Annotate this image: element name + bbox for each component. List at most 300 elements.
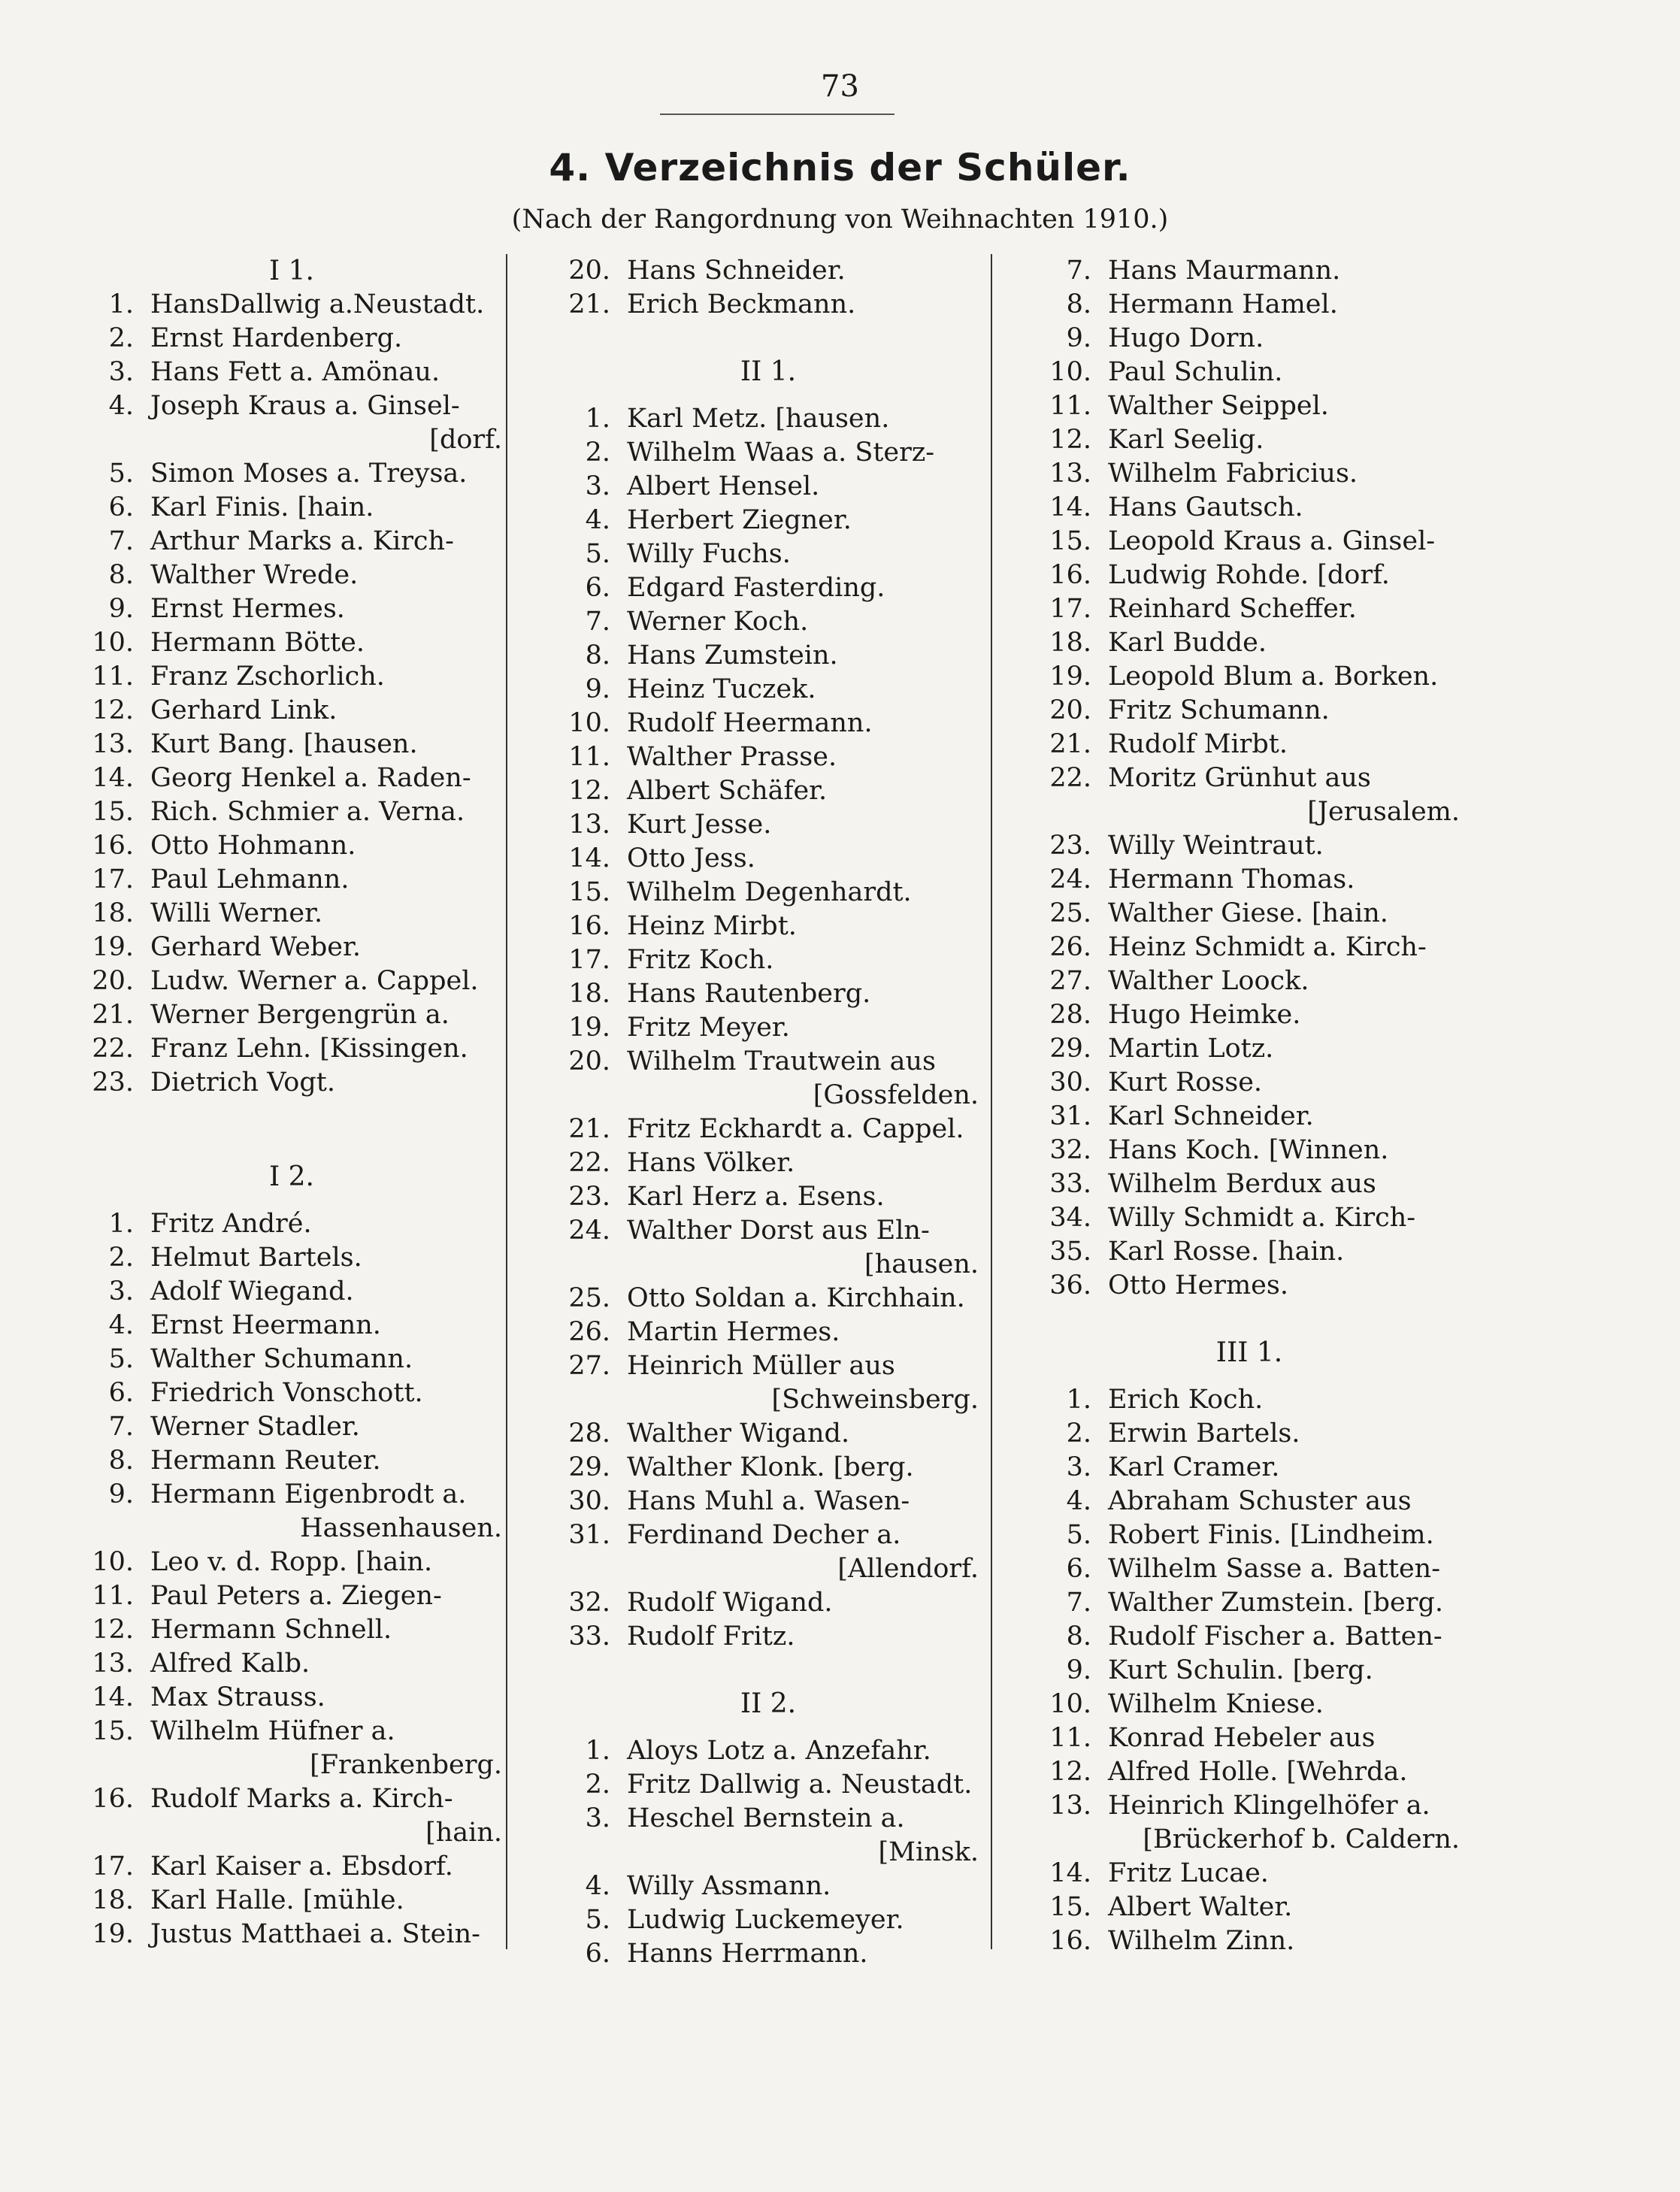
student-entry <box>66 694 517 728</box>
entry-name: Walther Klonk. [berg. <box>627 1452 914 1482</box>
entry-number: 14. <box>568 843 610 873</box>
entry-number <box>66 1512 150 1546</box>
student-entry <box>66 1343 517 1376</box>
entry-name: Simon Moses a. Treysa. <box>150 459 468 489</box>
student-entry <box>1024 1032 1475 1066</box>
student-entry <box>66 1241 517 1275</box>
student-entry <box>1024 423 1475 457</box>
entry-name: Rich. Schmier a. Verna. <box>150 797 465 827</box>
student-entry <box>1024 1857 1475 1891</box>
entry-number <box>66 1748 150 1782</box>
entry-name: Walther Seippel. <box>1108 391 1329 421</box>
entry-number: 9. <box>1066 1655 1091 1685</box>
class-section <box>66 1160 517 1951</box>
entry-name: Hans Rautenberg. <box>627 979 871 1009</box>
entry-number: 17. <box>1049 594 1091 624</box>
entry-name: Walther Dorst aus Eln- <box>627 1216 930 1246</box>
student-entry <box>66 931 517 964</box>
entry-name: Aloys Lotz a. Anzefahr. <box>627 1736 931 1766</box>
class-section <box>66 254 517 1100</box>
entry-number: 7. <box>1066 256 1091 286</box>
entry-name: Wilhelm Degenhardt. <box>627 877 912 907</box>
entry-name: Otto Hermes. <box>1108 1270 1288 1300</box>
entry-number: 16. <box>92 1784 134 1814</box>
student-entry <box>1024 761 1475 795</box>
entry-name: Otto Soldan a. Kirchhain. <box>627 1283 965 1313</box>
class-heading: III 1. <box>1215 1337 1283 1368</box>
entry-number: 20. <box>1049 695 1091 725</box>
entry-name: Ernst Hardenberg. <box>150 323 403 353</box>
entry-name: Hermann Hamel. <box>1108 289 1338 319</box>
student-entry <box>66 1444 517 1478</box>
entry-name: Heinz Mirbt. <box>627 911 797 941</box>
entry-name: Wilhelm Zinn. <box>1108 1926 1295 1956</box>
student-entry <box>66 423 517 457</box>
entry-name: Albert Hensel. <box>627 471 820 501</box>
entry-number: 8. <box>108 560 134 590</box>
entry-number: 11. <box>92 662 134 692</box>
student-entry <box>543 288 994 322</box>
student-entry <box>1024 931 1475 964</box>
column-2 <box>543 254 994 2004</box>
entry-number: 21. <box>1049 729 1091 759</box>
entry-number: 1. <box>108 289 134 319</box>
entry-number: 15. <box>1049 1892 1091 1922</box>
entry-number: 10. <box>568 708 610 738</box>
entry-name: Hermann Eigenbrodt a. <box>150 1479 467 1509</box>
entry-name: Heschel Bernstein a. <box>627 1803 905 1833</box>
entry-name: Paul Lehmann. <box>150 864 350 895</box>
entry-name: Karl Schneider. <box>1108 1101 1314 1131</box>
student-entry <box>66 525 517 559</box>
student-entry <box>543 1180 994 1214</box>
student-entry <box>66 829 517 863</box>
entry-number: 2. <box>585 1770 610 1800</box>
entry-name: Karl Seelig. <box>1108 425 1264 455</box>
entry-number: 4. <box>108 391 134 421</box>
entry-number: 13. <box>1049 459 1091 489</box>
entry-number: 36. <box>1049 1270 1091 1300</box>
entry-number: 22. <box>1049 763 1091 793</box>
entry-number: 15. <box>92 797 134 827</box>
student-entry <box>66 1309 517 1343</box>
entry-name: Fritz Dallwig a. Neustadt. <box>627 1770 973 1800</box>
student-entry <box>543 1045 994 1079</box>
student-entry <box>1024 1134 1475 1167</box>
entry-name: Fritz Eckhardt a. Cappel. <box>627 1114 964 1144</box>
student-entry <box>66 761 517 795</box>
student-entry <box>66 1884 517 1918</box>
entry-name: Wilhelm Kniese. <box>1108 1689 1324 1719</box>
student-entry <box>1024 897 1475 931</box>
entry-number: 27. <box>1049 966 1091 996</box>
student-entry <box>1024 964 1475 998</box>
entry-number: 8. <box>1066 1621 1091 1652</box>
student-entry <box>543 1349 994 1383</box>
entry-number: 7. <box>1066 1588 1091 1618</box>
entry-number: 28. <box>568 1418 610 1449</box>
entry-name: Hermann Reuter. <box>150 1446 381 1476</box>
student-entry <box>543 1214 994 1248</box>
entry-name: Hanns Herrmann. <box>627 1939 868 1969</box>
entry-continuation: [hausen. <box>864 1249 979 1279</box>
entry-name: Adolf Wiegand. <box>150 1276 354 1306</box>
student-entry <box>1024 491 1475 525</box>
student-entry <box>66 1410 517 1444</box>
entry-number: 2. <box>1066 1418 1091 1449</box>
class-heading: I 1. <box>268 256 314 286</box>
entry-name: Arthur Marks a. Kirch- <box>150 526 454 556</box>
class-section <box>1024 1336 1475 1958</box>
entry-name: Heinz Schmidt a. Kirch- <box>1108 932 1427 962</box>
entry-number: 5. <box>1066 1520 1091 1550</box>
entry-name: Robert Finis. [Lindheim. <box>1108 1520 1434 1550</box>
entry-name: Werner Bergengrün a. <box>150 1000 450 1030</box>
column-3 <box>1024 254 1475 1991</box>
entry-name: Rudolf Mirbt. <box>1108 729 1288 759</box>
page-number-rule <box>660 114 894 115</box>
student-entry <box>543 740 994 774</box>
entry-number: 18. <box>92 898 134 928</box>
entry-name: Walther Prasse. <box>627 742 837 772</box>
student-entry <box>543 639 994 673</box>
student-entry <box>543 943 994 977</box>
entry-number: 18. <box>1049 628 1091 658</box>
entry-number: 21. <box>568 289 610 319</box>
student-entry <box>543 774 994 808</box>
entry-name: Hugo Dorn. <box>1108 323 1264 353</box>
entry-name: Georg Henkel a. Raden- <box>150 763 471 793</box>
entry-number: 14. <box>92 1682 134 1712</box>
student-entry <box>543 1282 994 1316</box>
entry-number: 2. <box>108 323 134 353</box>
entry-number: 22. <box>568 1148 610 1178</box>
entry-name: Walther Wigand. <box>627 1418 850 1449</box>
student-entry <box>543 436 994 470</box>
entry-name: Erwin Bartels. <box>1108 1418 1300 1449</box>
entry-name: Wilhelm Hüfner a. <box>150 1716 395 1746</box>
student-entry <box>543 504 994 537</box>
entry-number: 15. <box>92 1716 134 1746</box>
entry-number: 7. <box>108 526 134 556</box>
entry-name: Karl Halle. [mühle. <box>150 1885 404 1915</box>
student-entry <box>66 728 517 761</box>
student-entry <box>66 1715 517 1748</box>
student-entry <box>543 254 994 288</box>
student-entry <box>66 964 517 998</box>
student-entry <box>543 1734 994 1768</box>
entry-number: 11. <box>1049 391 1091 421</box>
student-entry <box>66 1478 517 1512</box>
student-entry <box>66 559 517 592</box>
entry-name: Hugo Heimke. <box>1108 1000 1301 1030</box>
student-entry <box>543 1011 994 1045</box>
entry-number: 19. <box>92 932 134 962</box>
student-entry <box>543 673 994 707</box>
student-entry <box>1024 1518 1475 1552</box>
entry-name: Hans Fett a. Amönau. <box>150 357 440 387</box>
entry-name: Ernst Heermann. <box>150 1310 381 1340</box>
entry-name: Erich Beckmann. <box>627 289 856 319</box>
student-entry <box>66 1207 517 1241</box>
entry-name: Martin Hermes. <box>627 1317 840 1347</box>
entry-number: 20. <box>92 966 134 996</box>
entry-name: Abraham Schuster aus <box>1108 1486 1412 1516</box>
entry-name: Willy Fuchs. <box>627 539 791 569</box>
entry-number: 6. <box>1066 1554 1091 1584</box>
entry-name: Willy Schmidt a. Kirch- <box>1108 1203 1416 1233</box>
entry-number: 4. <box>585 1871 610 1901</box>
entry-number: 7. <box>585 607 610 637</box>
entry-name: Heinrich Müller aus <box>627 1351 895 1381</box>
entry-name: Otto Hohmann. <box>150 831 356 861</box>
entry-name: Ludwig Luckemeyer. <box>627 1905 904 1935</box>
entry-name: Willy Assmann. <box>627 1871 831 1901</box>
entry-name: Wilhelm Trautwein aus <box>627 1046 936 1076</box>
entry-name: Rudolf Fritz. <box>627 1621 795 1652</box>
student-entry <box>1024 1755 1475 1789</box>
entry-name: Ludw. Werner a. Cappel. <box>150 966 479 996</box>
entry-number: 5. <box>585 1905 610 1935</box>
student-entry <box>66 592 517 626</box>
entry-name: Albert Walter. <box>1108 1892 1293 1922</box>
entry-number: 9. <box>1066 323 1091 353</box>
student-entry <box>1024 525 1475 559</box>
class-section <box>1024 254 1475 1303</box>
entry-name: Franz Zschorlich. <box>150 662 385 692</box>
student-entry <box>1024 1451 1475 1485</box>
student-entry <box>1024 1417 1475 1451</box>
entry-name: Walther Wrede. <box>150 560 359 590</box>
entry-number: 2. <box>585 437 610 468</box>
student-entry <box>66 389 517 423</box>
entry-number: 3. <box>108 357 134 387</box>
student-entry <box>1024 1100 1475 1134</box>
entry-number: 3. <box>108 1276 134 1306</box>
entry-number: 33. <box>568 1621 610 1652</box>
student-entry <box>66 863 517 897</box>
entry-name: Willy Weintraut. <box>1108 831 1324 861</box>
student-entry <box>1024 1688 1475 1721</box>
student-entry <box>1024 998 1475 1032</box>
student-entry <box>1024 1066 1475 1100</box>
entry-number: 8. <box>585 640 610 671</box>
student-entry <box>1024 1891 1475 1924</box>
student-entry <box>1024 1269 1475 1303</box>
class-heading: II 2. <box>740 1688 797 1719</box>
student-entry <box>1024 1789 1475 1823</box>
entry-number: 32. <box>1049 1135 1091 1165</box>
student-entry <box>1024 389 1475 423</box>
entry-number: 6. <box>108 492 134 522</box>
student-entry <box>66 1579 517 1613</box>
entry-number: 12. <box>568 776 610 806</box>
entry-name: Albert Schäfer. <box>627 776 828 806</box>
entry-name: Hans Muhl a. Wasen- <box>627 1486 910 1516</box>
entry-continuation: [hain. <box>425 1818 502 1848</box>
entry-name: Fritz Lucae. <box>1108 1858 1269 1888</box>
student-entry <box>66 660 517 694</box>
student-entry <box>66 1918 517 1951</box>
entry-number: 4. <box>108 1310 134 1340</box>
student-entry <box>66 1512 517 1546</box>
entry-name: Willi Werner. <box>150 898 323 928</box>
student-entry <box>66 1681 517 1715</box>
entry-name: Werner Koch. <box>627 607 809 637</box>
entry-name: Fritz Koch. <box>627 945 774 975</box>
student-entry <box>543 402 994 436</box>
entry-number: 10. <box>92 1547 134 1577</box>
student-entry <box>66 1850 517 1884</box>
entry-number <box>543 1383 627 1417</box>
entry-number: 32. <box>568 1588 610 1618</box>
entry-continuation: [Frankenberg. <box>310 1750 502 1780</box>
entry-number: 16. <box>92 831 134 861</box>
entry-continuation: [dorf. <box>429 425 502 455</box>
entry-number: 23. <box>568 1182 610 1212</box>
entry-number <box>1024 1823 1108 1857</box>
entry-name: Rudolf Fischer a. Batten- <box>1108 1621 1442 1652</box>
entry-number: 6. <box>108 1378 134 1408</box>
student-entry <box>543 977 994 1011</box>
entry-number: 23. <box>92 1067 134 1098</box>
entry-name: Friedrich Vonschott. <box>150 1378 423 1408</box>
entry-number: 1. <box>585 404 610 434</box>
entry-number: 10. <box>92 628 134 658</box>
student-entry <box>1024 1924 1475 1958</box>
entry-number: 20. <box>568 1046 610 1076</box>
entry-name: Alfred Holle. [Wehrda. <box>1108 1757 1408 1787</box>
entry-name: Leopold Blum a. Borken. <box>1108 662 1439 692</box>
entry-name: Helmut Bartels. <box>150 1243 362 1273</box>
entry-number: 25. <box>568 1283 610 1313</box>
student-entry <box>543 707 994 740</box>
entry-continuation: Hassenhausen. <box>300 1513 502 1543</box>
student-entry <box>1024 1823 1475 1857</box>
entry-number: 10. <box>1049 357 1091 387</box>
entry-continuation: [Minsk. <box>878 1837 979 1867</box>
entry-number: 11. <box>568 742 610 772</box>
student-entry <box>1024 1235 1475 1269</box>
entry-number: 17. <box>92 864 134 895</box>
entry-name: Wilhelm Fabricius. <box>1108 459 1358 489</box>
student-entry <box>66 356 517 389</box>
entry-number: 8. <box>1066 289 1091 319</box>
entry-number: 6. <box>585 573 610 603</box>
entry-name: Ludwig Rohde. [dorf. <box>1108 560 1390 590</box>
student-entry <box>1024 1485 1475 1518</box>
entry-number <box>1024 795 1108 829</box>
entry-number: 4. <box>1066 1486 1091 1516</box>
entry-number: 35. <box>1049 1237 1091 1267</box>
entry-number: 1. <box>585 1736 610 1766</box>
entry-number: 12. <box>1049 1757 1091 1787</box>
entry-number: 12. <box>92 695 134 725</box>
page-number: 73 <box>821 69 859 104</box>
class-heading: II 1. <box>740 356 797 387</box>
entry-name: Leopold Kraus a. Ginsel- <box>1108 526 1436 556</box>
entry-number: 29. <box>568 1452 610 1482</box>
entry-name: Martin Lotz. <box>1108 1034 1274 1064</box>
student-entry <box>1024 1654 1475 1688</box>
entry-name: Alfred Kalb. <box>150 1649 310 1679</box>
entry-name: Konrad Hebeler aus <box>1108 1723 1376 1753</box>
student-entry <box>66 1032 517 1066</box>
entry-name: Paul Peters a. Ziegen- <box>150 1581 442 1611</box>
entry-number: 13. <box>1049 1791 1091 1821</box>
entry-number: 28. <box>1049 1000 1091 1030</box>
entry-number: 15. <box>1049 526 1091 556</box>
student-entry <box>543 876 994 910</box>
entry-name: Gerhard Link. <box>150 695 338 725</box>
student-entry <box>543 1870 994 1903</box>
entry-name: Heinrich Klingelhöfer a. <box>1108 1791 1430 1821</box>
entry-name: Kurt Bang. [hausen. <box>150 729 418 759</box>
entry-number: 9. <box>108 1479 134 1509</box>
entry-number: 12. <box>1049 425 1091 455</box>
entry-name: Franz Lehn. [Kissingen. <box>150 1034 468 1064</box>
student-entry <box>66 1782 517 1816</box>
entry-name: Wilhelm Berdux aus <box>1108 1169 1376 1199</box>
student-entry <box>66 1748 517 1782</box>
entry-number: 6. <box>585 1939 610 1969</box>
student-entry <box>1024 1383 1475 1417</box>
entry-number: 26. <box>1049 932 1091 962</box>
student-entry <box>66 897 517 931</box>
entry-name: Fritz Schumann. <box>1108 695 1330 725</box>
entry-number: 17. <box>92 1851 134 1882</box>
student-entry <box>66 1066 517 1100</box>
entry-number: 13. <box>92 729 134 759</box>
entry-number: 31. <box>568 1520 610 1550</box>
entry-name: Hans Gautsch. <box>1108 492 1303 522</box>
student-entry <box>543 1937 994 1971</box>
entry-number: 10. <box>1049 1689 1091 1719</box>
student-entry <box>543 1248 994 1282</box>
student-entry <box>543 1451 994 1485</box>
student-entry <box>1024 288 1475 322</box>
entry-name: Karl Metz. [hausen. <box>627 404 890 434</box>
entry-name: Rudolf Heermann. <box>627 708 873 738</box>
entry-number: 19. <box>568 1013 610 1043</box>
entry-name: Heinz Tuczek. <box>627 674 816 704</box>
student-entry <box>543 1586 994 1620</box>
student-entry <box>1024 626 1475 660</box>
entry-name: Hans Koch. [Winnen. <box>1108 1135 1389 1165</box>
entry-name: Karl Cramer. <box>1108 1452 1280 1482</box>
entry-number: 8. <box>108 1446 134 1476</box>
student-entry <box>1024 1552 1475 1586</box>
entry-name: Karl Budde. <box>1108 628 1267 658</box>
entry-name: Fritz Meyer. <box>627 1013 790 1043</box>
entry-name: Karl Rosse. [hain. <box>1108 1237 1345 1267</box>
student-entry <box>543 537 994 571</box>
entry-number: 16. <box>1049 1926 1091 1956</box>
student-entry <box>66 1816 517 1850</box>
entry-number: 25. <box>1049 898 1091 928</box>
entry-name: Karl Kaiser a. Ebsdorf. <box>150 1851 453 1882</box>
entry-name: Otto Jess. <box>627 843 755 873</box>
entry-name: Moritz Grünhut aus <box>1108 763 1371 793</box>
student-entry <box>66 1275 517 1309</box>
student-entry <box>1024 559 1475 592</box>
entry-name: Wilhelm Waas a. Sterz- <box>627 437 935 468</box>
student-entry <box>543 1146 994 1180</box>
student-entry <box>66 288 517 322</box>
student-entry <box>543 470 994 504</box>
entry-name: Walther Zumstein. [berg. <box>1108 1588 1443 1618</box>
student-entry <box>1024 1620 1475 1654</box>
